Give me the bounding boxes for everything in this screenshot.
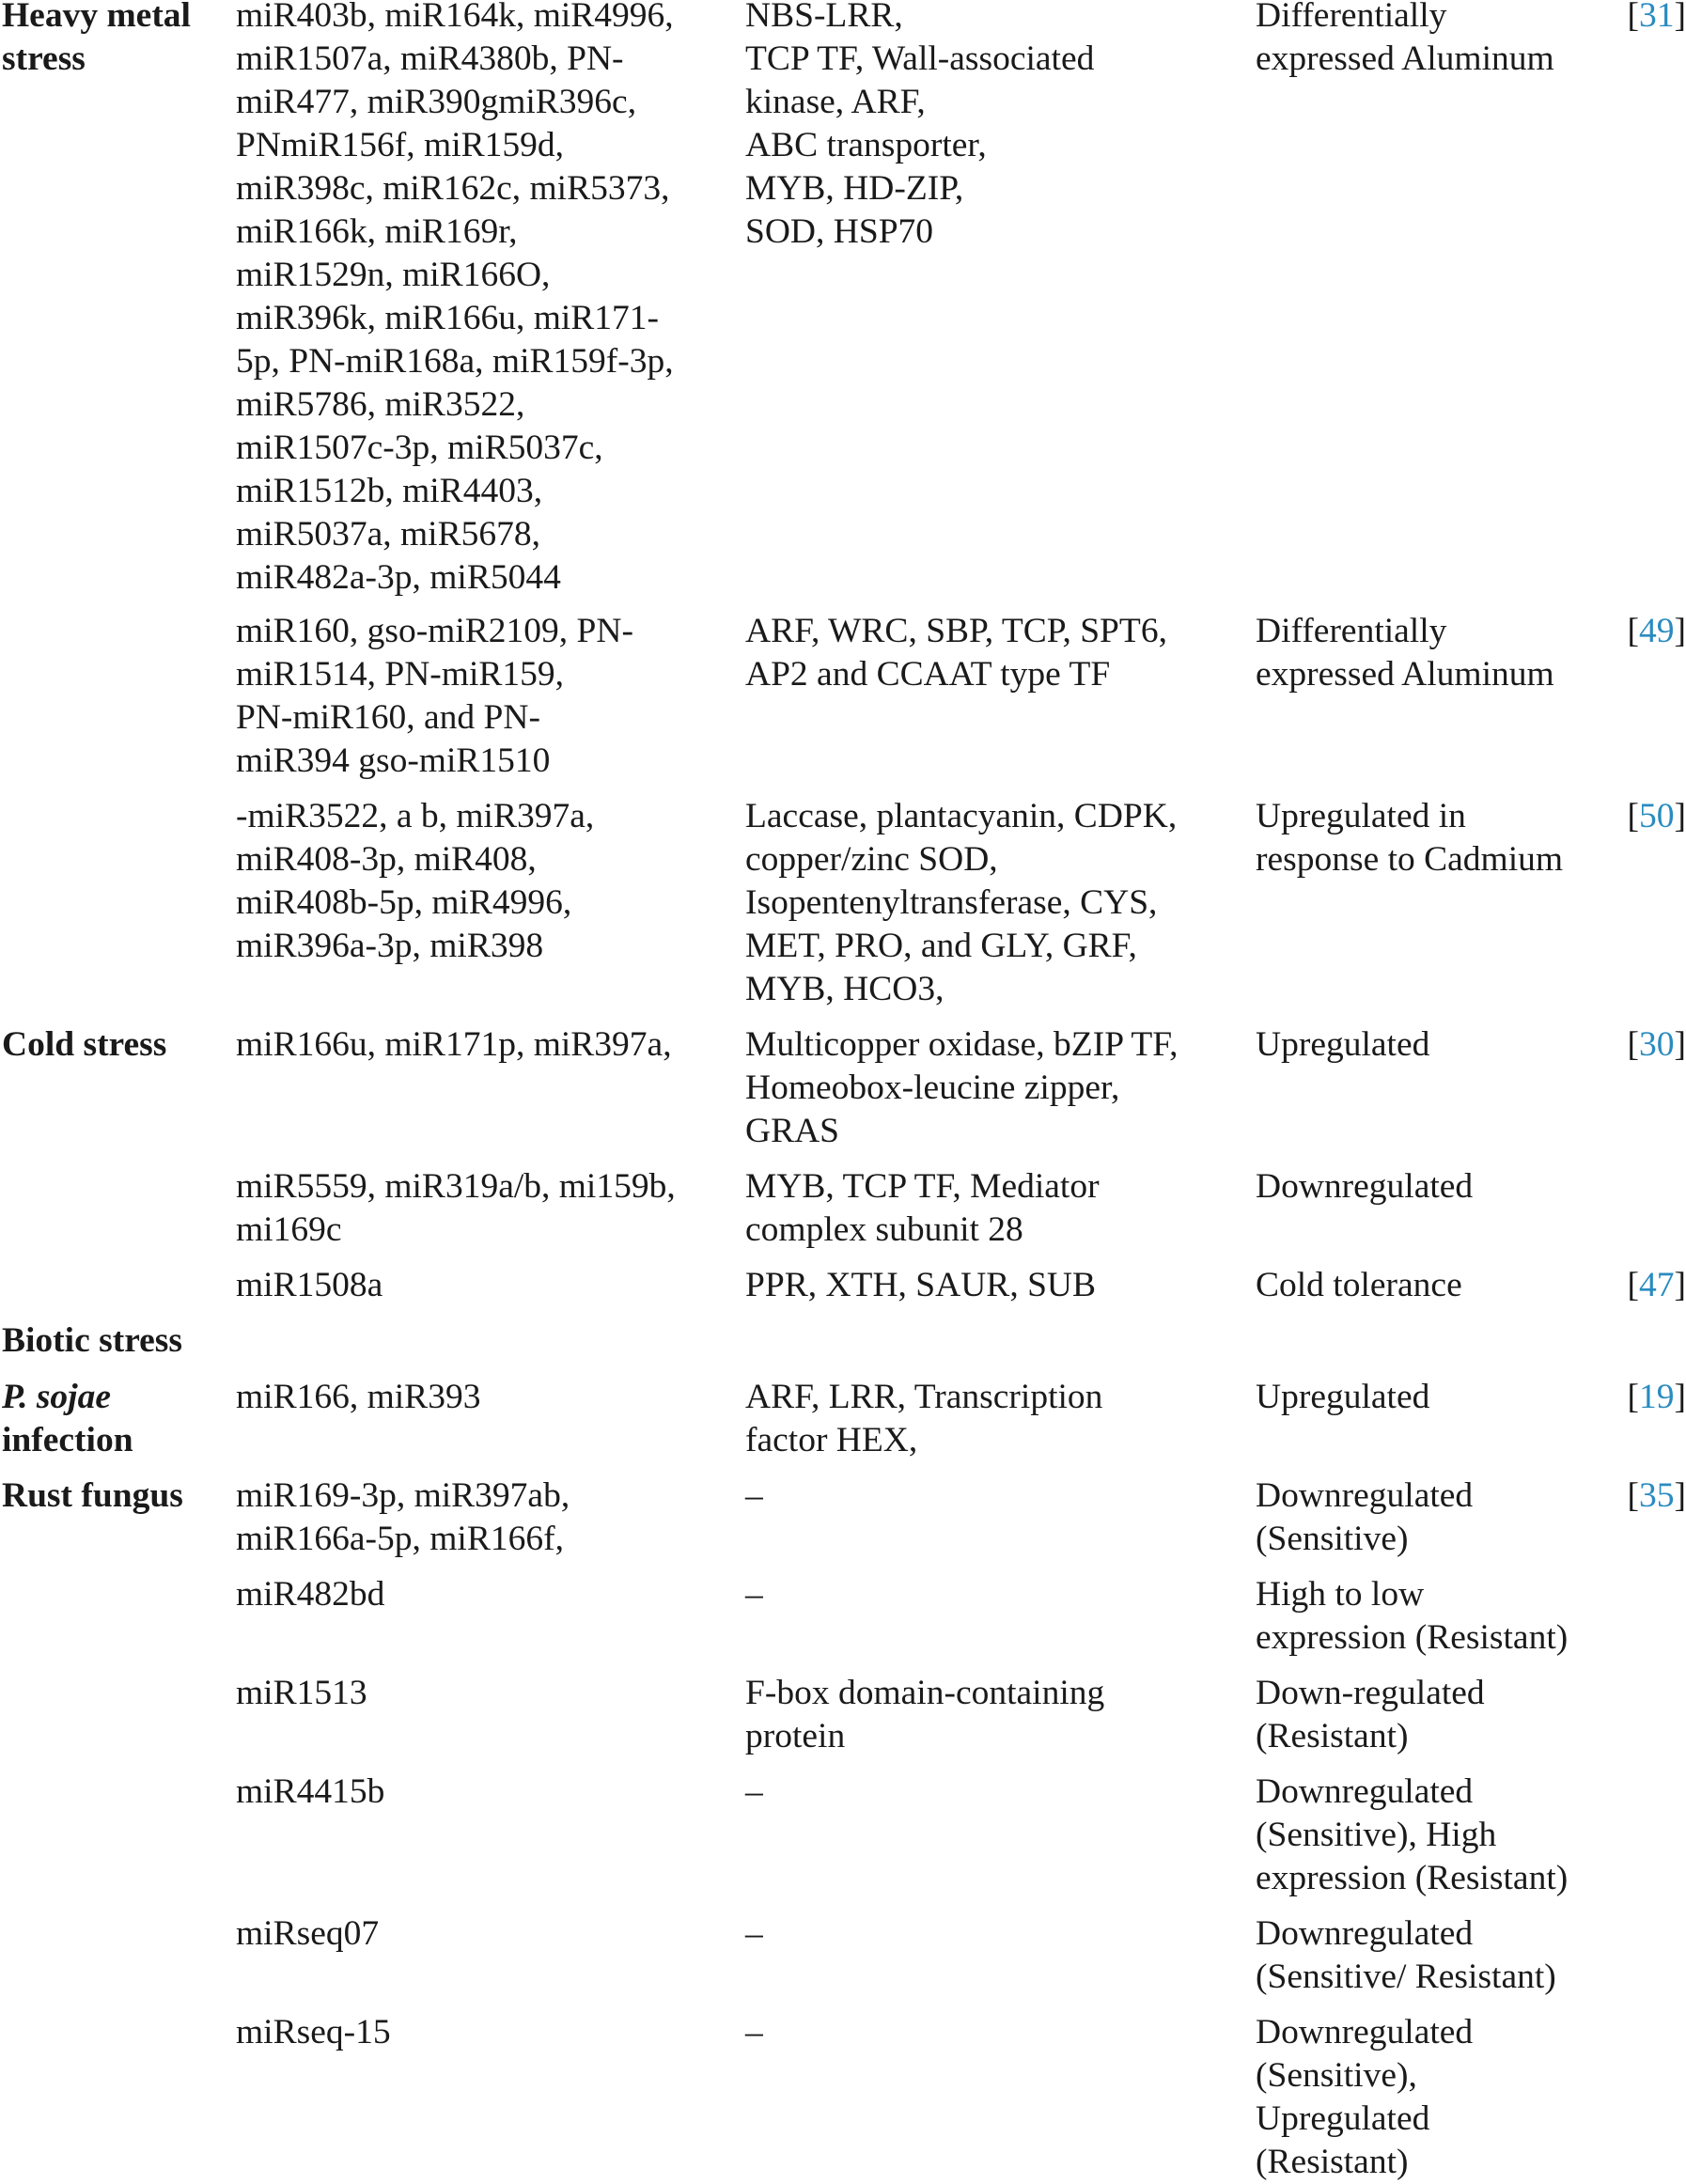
stress-category — [2, 1376, 227, 1462]
target-genes: – — [745, 1772, 763, 1811]
reference-number[interactable]: 47 — [1639, 1266, 1675, 1304]
expression-pattern: Upregulated in response to Cadmium — [1256, 797, 1564, 879]
mirna-list: miR1508a — [236, 1266, 383, 1304]
mirna-list: -miR3522, a b, miR397a, miR408-3p, miR408, miR408b-5p, miR4996, miR396a-3p, miR398 — [236, 797, 595, 965]
target-genes: Laccase, plantacyanin, CDPK, copper/zinc SOD, Isopentenyltransferase, CYS, MET, PRO, and GLY, GRF, MYB, HCO3, — [745, 797, 1178, 1008]
reference-number[interactable]: 19 — [1639, 1378, 1675, 1416]
stress-category: Heavy metal stress — [2, 0, 191, 78]
reference-number[interactable]: 30 — [1639, 1025, 1675, 1064]
mirna-list: miR4415b — [236, 1772, 385, 1811]
expression-pattern: Down-regulated (Resistant) — [1256, 1674, 1485, 1755]
reference-citation[interactable]: [47] — [1627, 1266, 1686, 1304]
mirna-list: miR166, miR393 — [236, 1378, 481, 1416]
target-genes: – — [745, 1476, 763, 1515]
target-genes: – — [745, 1575, 763, 1614]
mirna-list: miR482bd — [236, 1575, 385, 1614]
reference-number[interactable]: 49 — [1639, 612, 1675, 650]
reference-citation[interactable]: [49] — [1627, 612, 1686, 650]
section-heading: Biotic stress — [2, 1321, 182, 1360]
reference-number[interactable]: 31 — [1639, 0, 1675, 35]
stress-category-suffix: infection — [2, 1421, 133, 1459]
stress-category: Cold stress — [2, 1025, 167, 1064]
mirna-list: miR403b, miR164k, miR4996, miR1507a, miR4380b, PN- miR477, miR390gmiR396c, PNmiR156f, miR159d, miR398c, miR162c, miR5373, miR166k, miR169r, miR1529n, miR166O, miR396k, miR166u, miR171- 5p, PN-miR168a, miR159f-3p, miR5786, miR3522, miR1507c-3p, miR5037c, miR1512b, miR4403, miR5037a, miR5678, miR482a-3p, miR5044 — [236, 0, 674, 597]
reference-number[interactable]: 50 — [1639, 797, 1675, 835]
mirna-list: miR1513 — [236, 1674, 367, 1712]
reference-number[interactable]: 35 — [1639, 1476, 1675, 1515]
mirna-list: miR169-3p, miR397ab, miR166a-5p, miR166f, — [236, 1476, 570, 1558]
target-genes: NBS-LRR, TCP TF, Wall-associated kinase, ARF, ABC transporter, MYB, HD-ZIP, SOD, HSP70 — [745, 0, 1095, 251]
expression-pattern: Downregulated (Sensitive), Upregulated (Resistant) — [1256, 2013, 1474, 2181]
mirna-list: miR166u, miR171p, miR397a, — [236, 1025, 672, 1064]
target-genes: Multicopper oxidase, bZIP TF, Homeobox-leucine zipper, GRAS — [745, 1025, 1179, 1150]
expression-pattern: Downregulated (Sensitive), High expression (Resistant) — [1256, 1772, 1569, 1897]
target-genes: ARF, WRC, SBP, TCP, SPT6, AP2 and CCAAT type TF — [745, 612, 1167, 694]
expression-pattern: Downregulated — [1256, 1167, 1474, 1206]
mirna-list: miRseq-15 — [236, 2013, 391, 2051]
expression-pattern: Downregulated (Sensitive/ Resistant) — [1256, 1914, 1556, 1996]
reference-citation[interactable]: [35] — [1627, 1476, 1686, 1515]
stress-category: Rust fungus — [2, 1476, 183, 1515]
target-genes: PPR, XTH, SAUR, SUB — [745, 1266, 1097, 1304]
target-genes: MYB, TCP TF, Mediator complex subunit 28 — [745, 1167, 1100, 1249]
mirna-list: miR160, gso-miR2109, PN- miR1514, PN-miR159, PN-miR160, and PN- miR394 gso-miR1510 — [236, 612, 633, 780]
target-genes: F-box domain-containing protein — [745, 1674, 1105, 1755]
expression-pattern: Differentially expressed Aluminum — [1256, 612, 1554, 694]
target-genes: – — [745, 1914, 763, 1953]
expression-pattern: High to low expression (Resistant) — [1256, 1575, 1569, 1657]
expression-pattern: Downregulated (Sensitive) — [1256, 1476, 1474, 1558]
reference-citation[interactable]: [50] — [1627, 797, 1686, 835]
target-genes: ARF, LRR, Transcription factor HEX, — [745, 1378, 1103, 1459]
reference-citation[interactable]: [19] — [1627, 1378, 1686, 1416]
expression-pattern: Upregulated — [1256, 1378, 1430, 1416]
reference-citation[interactable]: [30] — [1627, 1025, 1686, 1064]
target-genes: – — [745, 2013, 763, 2051]
expression-pattern: Upregulated — [1256, 1025, 1430, 1064]
pathogen-name: P. sojae — [2, 1378, 111, 1416]
expression-pattern: Differentially expressed Aluminum — [1256, 0, 1554, 78]
mirna-list: miR5559, miR319a/b, mi159b, mi169c — [236, 1167, 676, 1249]
expression-pattern: Cold tolerance — [1256, 1266, 1462, 1304]
reference-citation[interactable]: [31] — [1615, 0, 1686, 38]
mirna-list: miRseq07 — [236, 1914, 380, 1953]
